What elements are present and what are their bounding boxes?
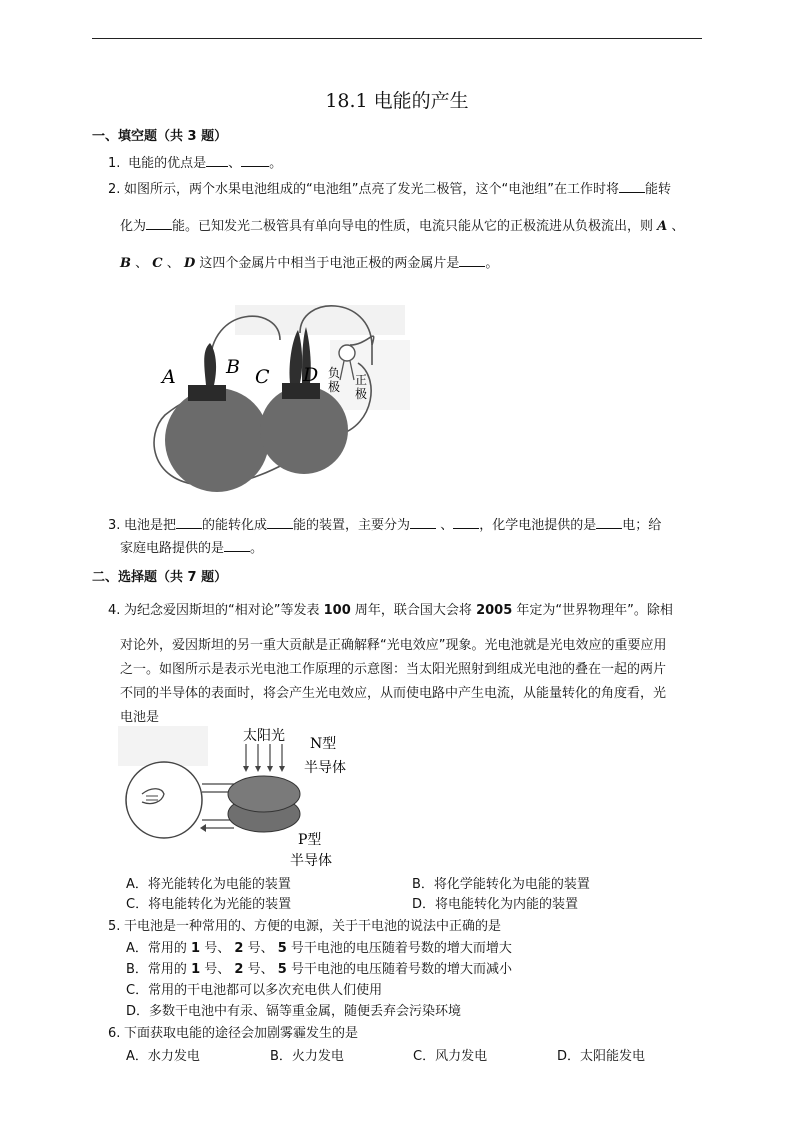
- fruit-right: [260, 386, 348, 474]
- q6-option-b[interactable]: B．火力发电: [270, 1049, 344, 1064]
- question-4-line-5: 电池是: [120, 710, 160, 725]
- question-number: 5.: [108, 919, 121, 934]
- label-d: D: [303, 364, 319, 386]
- answer-blank[interactable]: [267, 518, 293, 529]
- arrow-down-icon: [243, 766, 249, 772]
- question-5-stem: 5. 干电池是一种常用的、方便的电源，关于干电池的说法中正确的是: [108, 919, 502, 934]
- answer-blank[interactable]: [224, 541, 250, 552]
- label-positive-1: 正: [355, 373, 368, 387]
- answer-blank[interactable]: [146, 219, 172, 230]
- q6-option-a[interactable]: A．水力发电: [126, 1049, 200, 1064]
- label-c: C: [255, 366, 270, 388]
- answer-blank[interactable]: [619, 182, 645, 193]
- question-number: 6.: [108, 1026, 121, 1041]
- clip-right-a: [289, 330, 302, 383]
- question-1: 1. 电能的优点是 、 。: [108, 156, 283, 171]
- header-rule: [92, 38, 702, 39]
- answer-blank[interactable]: [459, 256, 485, 267]
- question-4-line-4: 不同的半导体的表面时，将会产生光电效应，从而使电路中产生电流，从能量转化的角度看，光: [120, 686, 667, 701]
- arrow-down-icon: [255, 766, 261, 772]
- answer-blank[interactable]: [453, 518, 479, 529]
- label-negative-1: 负: [328, 366, 341, 380]
- background-smudge: [235, 305, 405, 335]
- page-title: 18.1 电能的产生: [325, 90, 469, 112]
- answer-blank[interactable]: [596, 518, 622, 529]
- answer-blank[interactable]: [176, 518, 202, 529]
- question-2-line-2: 化为 能。已知发光二极管具有单向导电的性质，电流只能从它的正极流进从负极流出，则 A 、: [120, 219, 685, 234]
- q5-option-b[interactable]: B．常用的 1 号、 2 号、 5 号干电池的电压随着号数的增大而减小: [126, 962, 512, 977]
- label-b: B: [226, 356, 240, 378]
- photocell-figure: [118, 722, 378, 870]
- question-4-line-3: 之一。如图所示是表示光电池工作原理的示意图：当太阳光照射到组成光电池的叠在一起的两片: [120, 662, 667, 677]
- q4-option-c[interactable]: C．将电能转化为光能的装置: [126, 897, 292, 912]
- arrow-left-icon: [200, 824, 206, 832]
- answer-blank[interactable]: [410, 518, 436, 529]
- n-type-disc: [228, 776, 300, 812]
- question-6-stem: 6. 下面获取电能的途径会加剧雾霾发生的是: [108, 1026, 359, 1041]
- label-sunlight: 太阳光: [243, 728, 285, 744]
- question-4-line-2: 对论外，爱因斯坦的另一重大贡献是正确解释“光电效应”现象。光电池就是光电效应的重要应用: [120, 638, 667, 653]
- section-fill-heading: 一、填空题（共 3 题）: [92, 129, 228, 144]
- background-smudge: [118, 726, 208, 766]
- label-semiconductor-2: 半导体: [290, 853, 332, 869]
- arrow-down-icon: [267, 766, 273, 772]
- label-n-type: N型: [310, 736, 337, 752]
- answer-blank[interactable]: [241, 156, 269, 167]
- section-choice-heading: 二、选择题（共 7 题）: [92, 570, 228, 585]
- label-negative-2: 极: [328, 380, 341, 394]
- q5-option-d[interactable]: D．多数干电池中有汞、镉等重金属，随便丢弃会污染环境: [126, 1004, 462, 1019]
- fruit-battery-figure: [140, 285, 420, 500]
- question-2-line-1: 2. 如图所示，两个水果电池组成的“电池组”点亮了发光二极管，这个“电池组”在工作时将 能转: [108, 182, 671, 197]
- q6-option-c[interactable]: C．风力发电: [413, 1049, 488, 1064]
- fruit-left: [165, 388, 269, 492]
- question-3-line-2: 家庭电路提供的是 。: [120, 541, 264, 556]
- label-a: A: [162, 366, 176, 388]
- arrow-down-icon: [279, 766, 285, 772]
- answer-blank[interactable]: [206, 156, 228, 167]
- electrode-clip-left: [188, 385, 226, 401]
- question-3-line-1: 3. 电池是把 的能转化成 能的装置，主要分为 、 ，化学电池提供的是 电；给: [108, 518, 662, 533]
- q4-option-d[interactable]: D．将电能转化为内能的装置: [412, 897, 579, 912]
- q5-option-a[interactable]: A．常用的 1 号、 2 号、 5 号干电池的电压随着号数的增大而增大: [126, 941, 512, 956]
- led-bulb: [339, 345, 355, 361]
- question-number: 3.: [108, 518, 121, 533]
- q5-option-c[interactable]: C．常用的干电池都可以多次充电供人们使用: [126, 983, 383, 998]
- label-p-type: P型: [298, 832, 322, 848]
- bulb-circle: [126, 762, 202, 838]
- q4-option-a[interactable]: A．将光能转化为电能的装置: [126, 877, 291, 892]
- q6-option-d[interactable]: D．太阳能发电: [557, 1049, 646, 1064]
- q4-option-b[interactable]: B．将化学能转化为电能的装置: [412, 877, 590, 892]
- label-positive-2: 极: [355, 387, 368, 401]
- question-number: 4.: [108, 603, 121, 618]
- label-semiconductor-1: 半导体: [304, 760, 346, 776]
- clip-left: [204, 343, 216, 385]
- question-number: 1.: [108, 156, 121, 171]
- question-4-line-1: 4. 为纪念爱因斯坦的“相对论”等发表 100 周年，联合国大会将 2005 年定为“世界物理年”。除相: [108, 603, 673, 618]
- question-number: 2.: [108, 182, 121, 197]
- question-2-line-3: B 、 C 、 D 这四个金属片中相当于电池正极的两金属片是 。: [120, 256, 499, 271]
